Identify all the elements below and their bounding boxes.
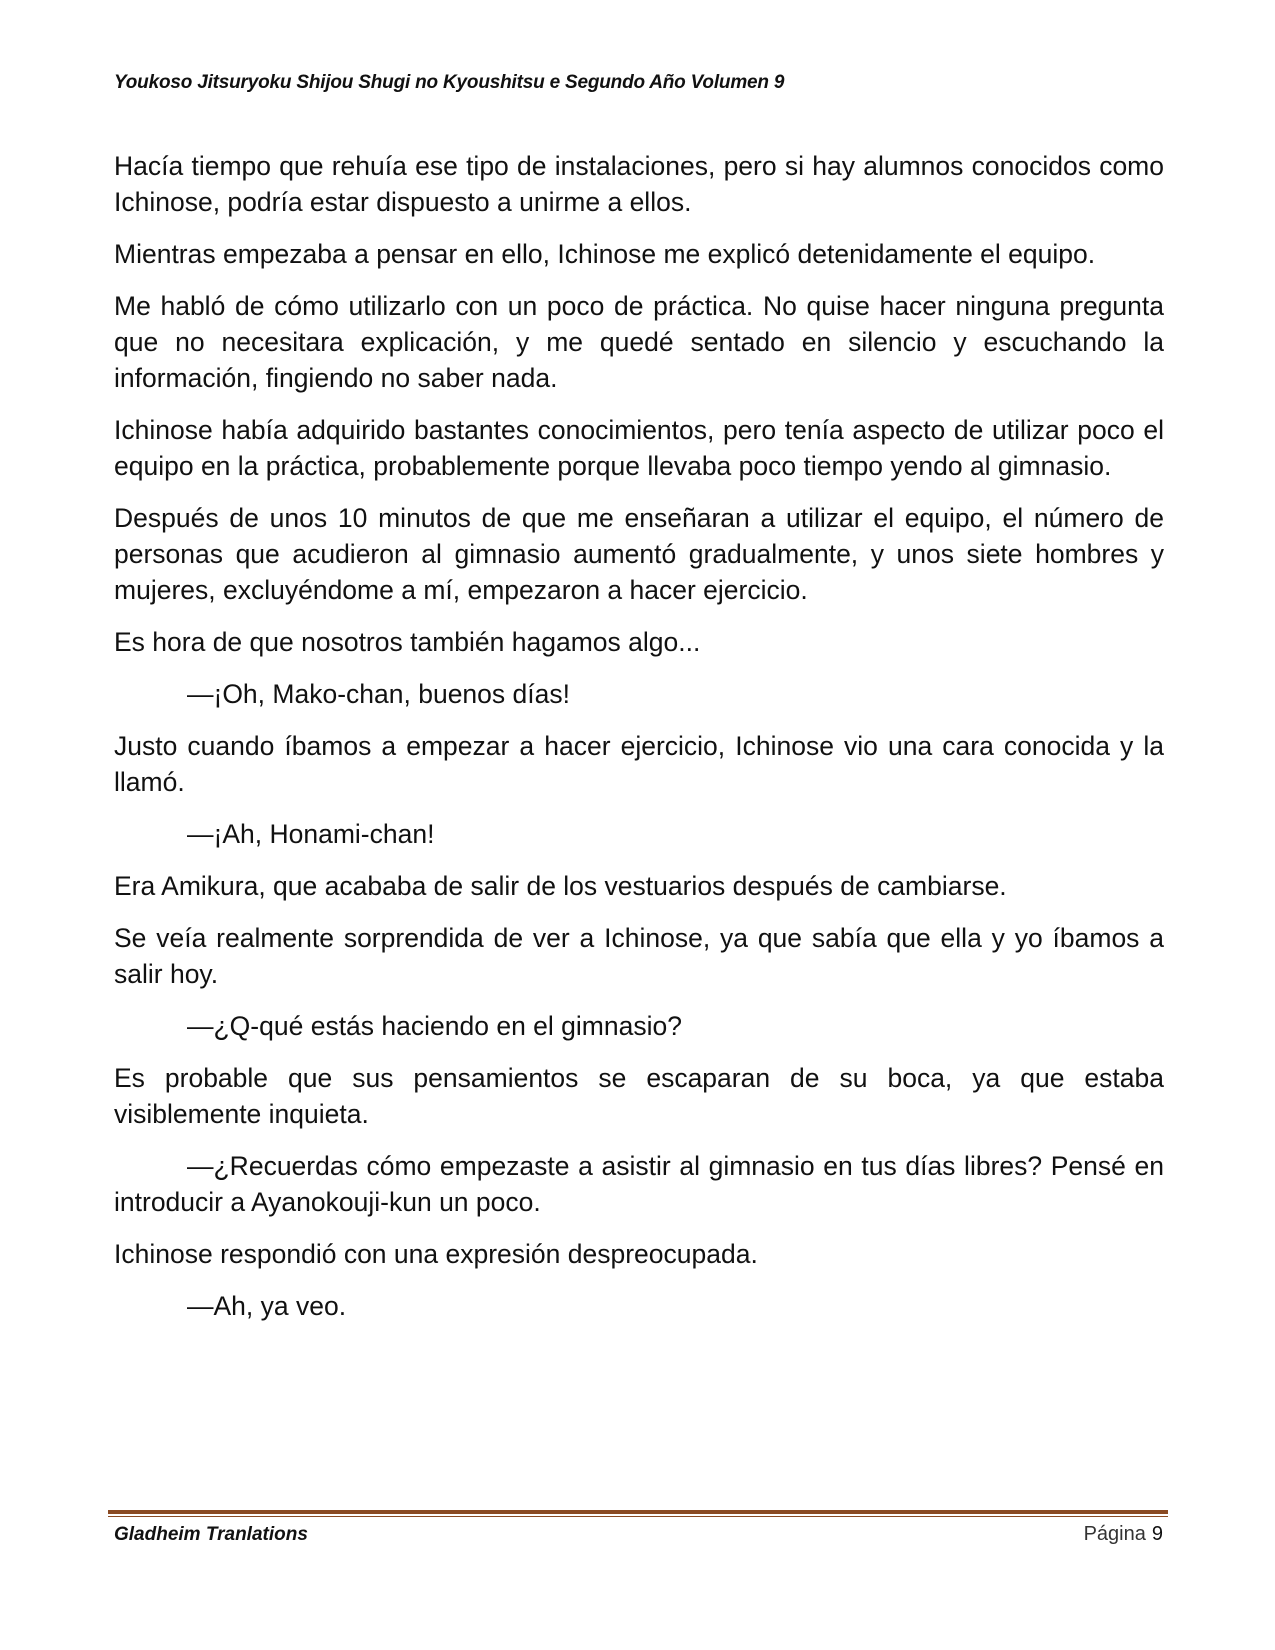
paragraph: Se veía realmente sorprendida de ver a Ichinose, ya que sabía que ella y yo íbamos a salir hoy. (114, 923, 1164, 989)
running-header-title: Youkoso Jitsuryoku Shijou Shugi no Kyoushitsu e Segundo Año Volumen 9 (114, 72, 785, 93)
paragraph: Ichinose había adquirido bastantes conocimientos, pero tenía aspecto de utilizar poco el equipo en la práctica, probablemente porque llevaba poco tiempo yendo al gimnasio. (114, 415, 1164, 481)
dialogue-line: —¡Ah, Honami-chan! (187, 819, 435, 849)
dialogue-line: —Ah, ya veo. (187, 1291, 347, 1321)
paragraph: Era Amikura, que acababa de salir de los vestuarios después de cambiarse. (114, 871, 1007, 901)
paragraph: Hacía tiempo que rehuía ese tipo de instalaciones, pero si hay alumnos conocidos como Ichinose, podría estar dispuesto a unirme a ellos. (114, 151, 1164, 217)
dialogue-line: —¡Oh, Mako-chan, buenos días! (187, 679, 570, 709)
paragraph: Después de unos 10 minutos de que me enseñaran a utilizar el equipo, el número de personas que acudieron al gimnasio aumentó gradualmente, y unos siete hombres y mujeres, excluyéndome a mí, empezaron a hacer ejercicio. (114, 503, 1164, 605)
paragraph: Me habló de cómo utilizarlo con un poco de práctica. No quise hacer ninguna pregunta que no necesitara explicación, y me quedé sentado en silencio y escuchando la información, fingiendo no saber nada. (114, 291, 1164, 393)
page-label: Página (1083, 1523, 1146, 1545)
paragraph: Justo cuando íbamos a empezar a hacer ejercicio, Ichinose vio una cara conocida y la llamó. (114, 731, 1164, 797)
page-number: 9 (1151, 1523, 1163, 1545)
paragraph: Ichinose respondió con una expresión despreocupada. (114, 1239, 758, 1269)
paragraph: Es hora de que nosotros también hagamos algo... (114, 627, 701, 657)
footer-divider-thick (108, 1510, 1168, 1514)
paragraph: Mientras empezaba a pensar en ello, Ichinose me explicó detenidamente el equipo. (114, 239, 1096, 269)
page-body (114, 148, 1164, 1340)
paragraph: Es probable que sus pensamientos se escaparan de su boca, ya que estaba visiblemente inquieta. (114, 1063, 1164, 1129)
footer-divider-thin (108, 1516, 1168, 1517)
page-number-block (1084, 1523, 1163, 1546)
footer-credit: Gladheim Tranlations (114, 1524, 308, 1545)
dialogue-line: —¿Recuerdas cómo empezaste a asistir al gimnasio en tus días libres? Pensé en introducir a Ayanokouji-kun un poco. (114, 1151, 1164, 1217)
dialogue-line: —¿Q-qué estás haciendo en el gimnasio? (187, 1011, 682, 1041)
footer-divider (108, 1510, 1168, 1517)
